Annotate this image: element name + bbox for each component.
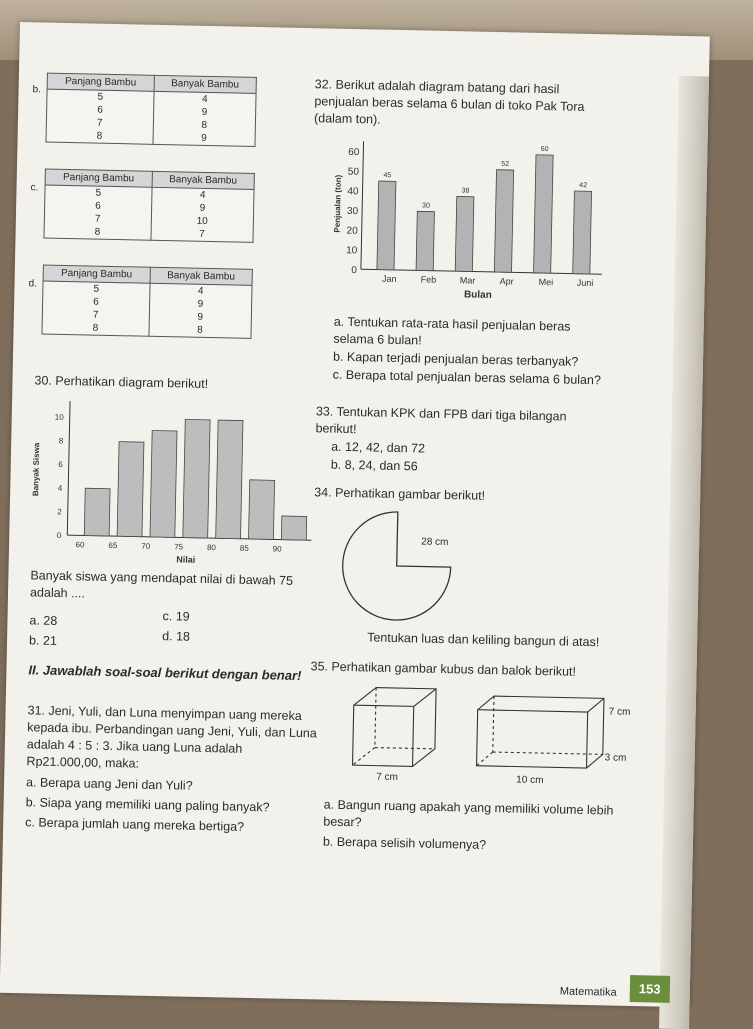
table-c-letter: c.: [30, 182, 39, 194]
bar: [573, 191, 592, 274]
bar-value-label: 52: [501, 160, 510, 168]
bar-value-label: 42: [579, 182, 588, 190]
table-d-letter: d.: [28, 278, 37, 290]
q33-text: 33. Tentukan KPK dan FPB dari tiga bilangan berikut!: [315, 404, 567, 437]
q35-a: a. Bangun ruang apakah yang memiliki volume lebih besar?: [323, 797, 614, 830]
three-quarter-circle-figure: [337, 507, 459, 629]
x-axis-title: Bulan: [463, 289, 492, 301]
table-cell: 10: [151, 214, 254, 229]
page-number: 153: [630, 975, 670, 1003]
bar: [416, 211, 434, 270]
q30-title: 30. Perhatikan diagram berikut!: [34, 373, 209, 392]
bar: [150, 430, 177, 537]
table-cell: 8: [46, 129, 153, 145]
table-cell: 4: [152, 187, 255, 203]
y-tick-label: 8: [58, 436, 64, 446]
q33-a: a. 12, 42, dan 72: [331, 439, 426, 456]
table-c-header-2: Banyak Bambu: [152, 171, 255, 189]
table-b-header-2: Banyak Bambu: [154, 75, 257, 93]
table-b-header-1: Panjang Bambu: [47, 73, 154, 91]
table-cell: 6: [47, 103, 154, 118]
bar: [183, 419, 210, 538]
table-b: [45, 73, 256, 147]
y-tick-label: 60: [348, 146, 360, 159]
q34-text: 34. Perhatikan gambar berikut!: [314, 485, 486, 503]
footer-subject: Matematika: [559, 985, 617, 999]
x-tick-label: Feb: [420, 274, 437, 285]
table-cell: 6: [45, 199, 152, 214]
x-tick-label: Apr: [499, 276, 514, 287]
y-axis-title: Penjualan (ton): [332, 174, 343, 233]
table-cell: 4: [154, 91, 257, 107]
y-axis-line: [361, 141, 364, 269]
bar: [534, 155, 554, 273]
q30-question: Banyak siswa yang mendapat nilai di bawah 75 adalah ....: [29, 568, 294, 601]
x-axis-title: Nilai: [176, 554, 196, 565]
bar: [455, 196, 474, 271]
table-d-header-2: Banyak Bambu: [150, 267, 253, 285]
three-quarter-circle-shape: [342, 511, 452, 621]
bar: [377, 181, 396, 270]
y-tick-label: 10: [346, 245, 358, 257]
table-cell: 8: [44, 225, 151, 241]
beras-bar-chart: [304, 128, 618, 314]
table-c: [43, 169, 254, 243]
section-ii-heading: II. Jawablah soal-soal berikut dengan benar!: [28, 662, 302, 684]
box-depth-label: 3 cm: [604, 752, 627, 764]
table-cell: 5: [43, 281, 150, 297]
q31-b: b. Siapa yang memiliki uang paling banyak?: [25, 795, 270, 815]
bar: [216, 420, 243, 539]
q31-text: 31. Jeni, Yuli, dan Luna menyimpan uang mereka kepada ibu. Perbandingan uang Jeni, Yuli, dan Luna adalah 4 : 5 : 3. Jika uang Luna adalah Rp21.000,00, maka:: [26, 703, 317, 771]
y-tick-label: 30: [346, 205, 359, 218]
bar: [494, 170, 513, 273]
bar: [84, 488, 110, 536]
x-tick-label: 65: [108, 540, 118, 551]
x-axis-line: [361, 269, 602, 274]
y-axis-title: Banyak Siswa: [31, 442, 42, 497]
table-cell: 9: [149, 310, 252, 325]
x-tick-label: 70: [141, 541, 151, 551]
page-edge: [659, 76, 709, 1029]
table-cell: 9: [149, 297, 252, 312]
q34-instruction: Tentukan luas dan keliling bangun di atas!: [367, 630, 600, 650]
bar: [249, 480, 275, 540]
y-tick-label: 2: [57, 507, 62, 517]
q31-c: c. Berapa jumlah uang mereka bertiga?: [25, 815, 245, 834]
y-tick-label: 10: [54, 412, 64, 422]
y-tick-label: 0: [351, 264, 357, 277]
q31-a: a. Berapa uang Jeni dan Yuli?: [25, 775, 193, 793]
x-tick-label: 75: [174, 542, 184, 552]
q33-b: b. 8, 24, dan 56: [330, 457, 418, 474]
box-width-label: 10 cm: [516, 774, 544, 787]
q32-b: b. Kapan terjadi penjualan beras terbanyak?: [332, 349, 579, 369]
table-cell: 9: [153, 131, 256, 147]
bar: [281, 516, 306, 540]
q30-option-d[interactable]: d. 18: [162, 629, 191, 644]
table-cell: 9: [151, 201, 254, 216]
y-tick-label: 20: [346, 225, 358, 237]
nilai-bar-chart: [19, 394, 322, 568]
table-cell: 5: [45, 185, 152, 201]
q30-option-b[interactable]: b. 21: [28, 633, 58, 648]
table-c-header-1: Panjang Bambu: [45, 169, 152, 187]
q30-option-c[interactable]: c. 19: [162, 609, 190, 624]
box-shape: [477, 696, 604, 769]
y-tick-label: 0: [56, 530, 62, 540]
q30-option-a[interactable]: a. 28: [29, 613, 58, 628]
table-cell: 8: [153, 118, 256, 133]
table-cell: 7: [42, 308, 149, 323]
x-tick-label: 90: [272, 544, 282, 554]
bar-value-label: 60: [540, 145, 549, 154]
bar-value-label: 38: [461, 187, 470, 195]
box-height-label: 7 cm: [608, 706, 631, 718]
y-axis-line: [67, 401, 70, 535]
q35-b: b. Berapa selisih volumenya?: [322, 834, 487, 852]
table-cell: 7: [44, 212, 151, 227]
bar: [117, 442, 144, 537]
table-cell: 7: [151, 227, 254, 243]
table-cell: 8: [149, 323, 252, 339]
table-d: [41, 265, 252, 339]
x-tick-label: 85: [239, 543, 249, 553]
bar-value-label: 30: [422, 202, 430, 210]
q32-a: a. Tentukan rata-rata hasil penjualan beras selama 6 bulan!: [333, 314, 571, 348]
table-cell: 5: [47, 89, 154, 105]
x-tick-label: Mei: [538, 276, 554, 288]
cube-shape: [353, 687, 437, 767]
table-d-header-1: Panjang Bambu: [43, 265, 150, 283]
table-cell: 8: [42, 321, 149, 337]
bar-value-label: 45: [383, 172, 392, 180]
y-tick-label: 4: [57, 483, 63, 493]
y-tick-label: 40: [347, 186, 359, 198]
x-tick-label: Juni: [576, 277, 594, 289]
y-tick-label: 6: [58, 459, 63, 470]
q35-text: 35. Perhatikan gambar kubus dan balok berikut!: [310, 659, 577, 679]
x-tick-label: 60: [75, 540, 85, 550]
y-tick-label: 50: [347, 166, 360, 178]
q34-radius-label: 28 cm: [421, 536, 449, 549]
book-page: [0, 22, 710, 1007]
q32-text: 32. Berikut adalah diagram batang dari hasil penjualan beras selama 6 bulan di toko Pak Tora (dalam ton).: [313, 77, 585, 127]
table-cell: 7: [46, 116, 153, 131]
q32-c: c. Berapa total penjualan beras selama 6 bulan?: [332, 367, 602, 388]
cube-edge-label: 7 cm: [376, 771, 399, 784]
x-tick-label: 80: [206, 543, 217, 553]
table-cell: 4: [149, 283, 252, 299]
table-b-letter: b.: [32, 84, 42, 96]
table-cell: 6: [43, 295, 150, 310]
x-tick-label: Mar: [459, 275, 476, 286]
x-tick-label: Jan: [381, 273, 397, 284]
table-cell: 9: [153, 105, 256, 120]
